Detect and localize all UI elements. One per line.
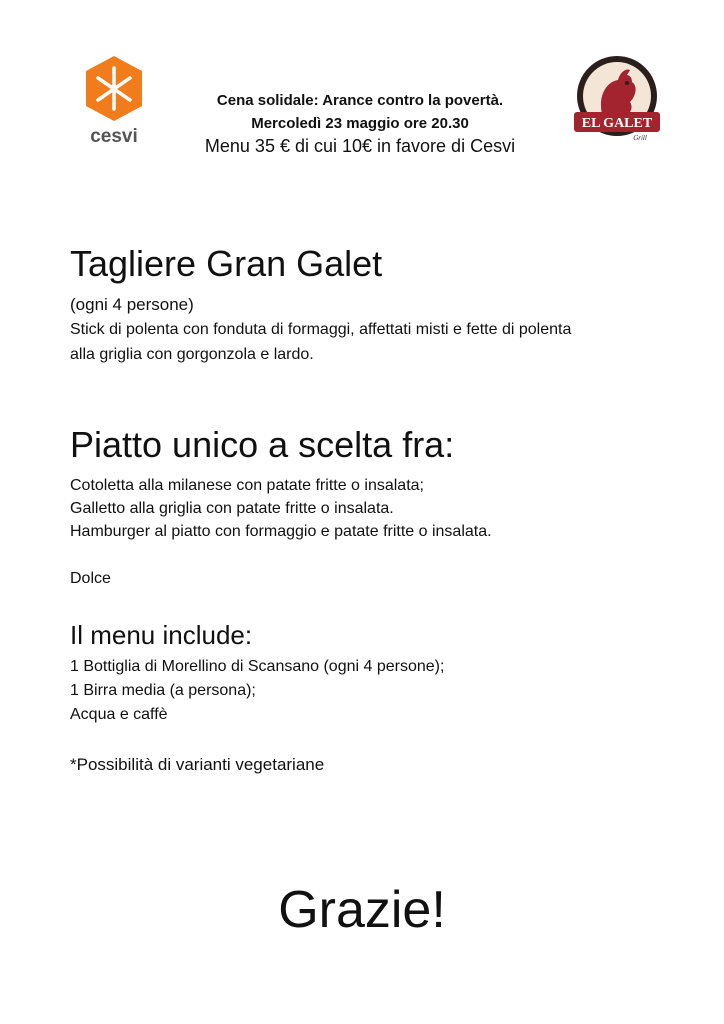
- list-item: Acqua e caffè: [70, 706, 168, 723]
- list-item: Cotoletta alla milanese con patate fritte o insalata;: [70, 477, 424, 494]
- dessert-item: Dolce: [70, 570, 111, 587]
- menu-price: Menu 35 € di cui 10€ in favore di Cesvi: [204, 136, 516, 156]
- list-item: Hamburger al piatto con formaggio e patate fritte o insalata.: [70, 523, 492, 540]
- svg-text:Grill: Grill: [633, 134, 647, 142]
- list-item: 1 Bottiglia di Morellino di Scansano (ogni 4 persone);: [70, 658, 445, 675]
- vegetarian-note: *Possibilità di varianti vegetariane: [70, 755, 325, 774]
- cesvi-logo-text: cesvi: [90, 126, 138, 147]
- list-item: Galletto alla griglia con patate fritte o insalata.: [70, 500, 394, 517]
- tagliere-description: alla griglia con gorgonzola e lardo.: [70, 346, 314, 363]
- event-date: Mercoledì 23 maggio ore 20.30: [251, 115, 469, 132]
- list-item: 1 Birra media (a persona);: [70, 682, 256, 699]
- section-title-tagliere: Tagliere Gran Galet: [70, 243, 383, 284]
- section-title-piatto-unico: Piatto unico a scelta fra:: [70, 424, 455, 465]
- el-galet-logo-text: EL GALET: [581, 116, 653, 131]
- tagliere-subtitle: (ogni 4 persone): [70, 295, 194, 314]
- thanks-text: Grazie!: [278, 881, 446, 939]
- event-title: Cena solidale: Arance contro la povertà.: [216, 92, 504, 109]
- el-galet-logo: [572, 52, 662, 144]
- cesvi-logo: [84, 56, 144, 148]
- section-title-menu-include: Il menu include:: [70, 620, 253, 650]
- tagliere-description: Stick di polenta con fonduta di formaggi, affettati misti e fette di polenta: [70, 321, 572, 338]
